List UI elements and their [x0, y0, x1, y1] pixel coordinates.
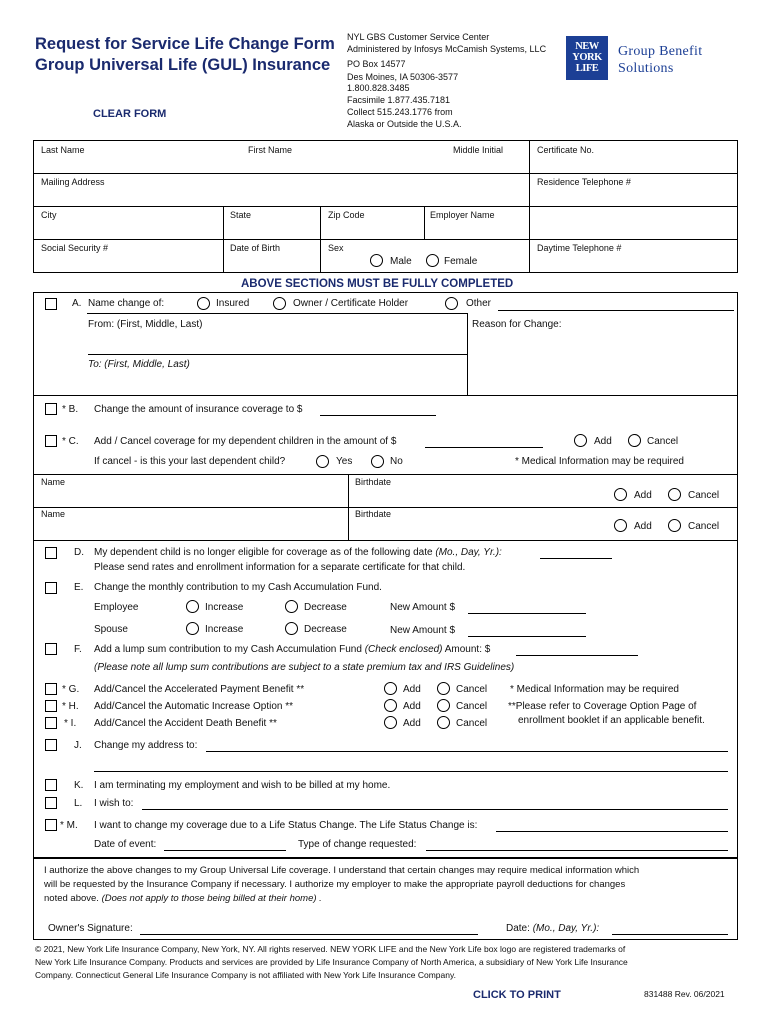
female-radio[interactable] — [426, 254, 439, 267]
section-f-label: F. — [74, 644, 82, 655]
yes-label: Yes — [336, 456, 353, 467]
from-label: From: (First, Middle, Last) — [88, 319, 203, 330]
signature-date-label: Date: (Mo., Day, Yr.): — [506, 923, 600, 934]
auth-line-1: I authorize the above changes to my Group Universal Life coverage. I understand that certain changes may require medical information which — [44, 865, 640, 876]
change-sections-box — [33, 292, 738, 858]
child1-cancel-radio[interactable] — [668, 488, 681, 501]
section-d-text2: Please send rates and enrollment information for a separate certificate for that child. — [94, 562, 466, 573]
address-line: Collect 515.243.1776 from — [347, 107, 453, 117]
coverage-amount-input[interactable] — [320, 415, 436, 416]
logo-word: NEW — [575, 41, 599, 52]
address-line: Facsimile 1.877.435.7181 — [347, 95, 451, 105]
auth-line-2: will be requested by the Insurance Company if necessary. I authorize my employer to make the appropriate payroll deductions for changes — [44, 879, 626, 890]
owner-signature-input[interactable] — [140, 934, 478, 935]
form-title-line1: Request for Service Life Change Form — [35, 35, 335, 53]
employee-label: Employee — [94, 602, 139, 613]
new-address-input-1[interactable] — [206, 751, 728, 752]
spouse-increase-label: Increase — [205, 624, 244, 635]
child1-add-label: Add — [634, 490, 652, 501]
section-f-checkbox[interactable] — [45, 643, 57, 655]
date-of-event-label: Date of event: — [94, 839, 157, 850]
ghi-note-1: * Medical Information may be required — [510, 684, 679, 695]
employee-increase-label: Increase — [205, 602, 244, 613]
spouse-increase-radio[interactable] — [186, 622, 199, 635]
male-radio[interactable] — [370, 254, 383, 267]
footer-line-3: Company. Connecticut General Life Insurance Company is not affiliated with New York Life Insurance Company. — [35, 970, 456, 980]
no-radio[interactable] — [371, 455, 384, 468]
section-f-text: Add a lump sum contribution to my Cash Accumulation Fund (Check enclosed) Amount: $ — [94, 644, 491, 655]
logo-word: YORK — [572, 52, 602, 63]
section-l-label: L. — [74, 798, 83, 809]
new-york-life-logo — [566, 36, 608, 80]
other-radio[interactable] — [445, 297, 458, 310]
section-h-text: Add/Cancel the Automatic Increase Option ** — [94, 701, 294, 712]
residence-phone-field[interactable]: Residence Telephone # — [537, 177, 631, 187]
footer-line-1: © 2021, New York Life Insurance Company, New York, NY. All rights reserved. NEW YORK LIFE and the New York Life box logo are registered trademarks of — [35, 944, 626, 954]
child1-birthdate-field[interactable]: Birthdate — [355, 477, 392, 487]
section-i-text: Add/Cancel the Accident Death Benefit ** — [94, 718, 277, 729]
spouse-label: Spouse — [94, 624, 128, 635]
section-e-checkbox[interactable] — [45, 582, 57, 594]
section-h-checkbox[interactable] — [45, 700, 57, 712]
employee-decrease-radio[interactable] — [285, 600, 298, 613]
address-line: PO Box 14577 — [347, 59, 406, 69]
address-line: Administered by Infosys McCamish Systems, LLC — [347, 44, 547, 54]
insured-label: Insured — [216, 298, 250, 309]
insured-radio[interactable] — [197, 297, 210, 310]
section-g-label: * G. — [62, 684, 80, 695]
c-cancel-radio[interactable] — [628, 434, 641, 447]
section-d-label: D. — [74, 547, 84, 558]
clear-form-button[interactable]: CLEAR FORM — [93, 108, 167, 120]
section-e-text: Change the monthly contribution to my Cash Accumulation Fund. — [94, 582, 382, 593]
auth-line-3: noted above. (Does not apply to those being billed at their home) . — [44, 893, 322, 904]
from-input[interactable] — [88, 354, 467, 355]
section-e-label: E. — [74, 582, 84, 593]
address-line: NYL GBS Customer Service Center — [347, 32, 490, 42]
type-of-change-label: Type of change requested: — [298, 839, 417, 850]
child1-cancel-label: Cancel — [688, 490, 720, 501]
section-f-note: (Please note all lump sum contributions are subject to a state premium tax and IRS Guidelines) — [94, 662, 515, 673]
address-line: Alaska or Outside the U.S.A. — [347, 119, 462, 129]
ghi-note-2: **Please refer to Coverage Option Page of — [508, 701, 697, 712]
section-m-text: I want to change my coverage due to a Life Status Change. The Life Status Change is: — [94, 820, 478, 831]
c-add-label: Add — [594, 436, 612, 447]
section-a-text: Name change of: — [88, 298, 165, 309]
medical-note: * Medical Information may be required — [515, 456, 684, 467]
h-cancel-radio[interactable] — [437, 699, 450, 712]
section-g-text: Add/Cancel the Accelerated Payment Benefit ** — [94, 684, 305, 695]
section-k-label: K. — [74, 780, 84, 791]
h-add-radio[interactable] — [384, 699, 397, 712]
form-title-line2: Group Universal Life (GUL) Insurance — [35, 56, 331, 74]
section-c-checkbox[interactable] — [45, 435, 57, 447]
life-status-change-input[interactable] — [496, 831, 728, 832]
sex-label: Sex — [328, 243, 344, 253]
section-a-checkbox[interactable] — [45, 298, 57, 310]
first-name-field[interactable]: First Name — [248, 145, 293, 155]
section-b-text: Change the amount of insurance coverage to $ — [94, 404, 303, 415]
form-number: 831488 Rev. 06/2021 — [644, 989, 725, 999]
footer-line-2: New York Life Insurance Company. Products and services are provided by Life Insurance Company of North America, a subsidiary of New York Life Insurance — [35, 957, 628, 967]
mailing-address-field[interactable]: Mailing Address — [41, 177, 105, 187]
section-b-checkbox[interactable] — [45, 403, 57, 415]
employee-increase-radio[interactable] — [186, 600, 199, 613]
child2-cancel-label: Cancel — [688, 521, 720, 532]
section-c-label: * C. — [62, 436, 79, 447]
middle-initial-field[interactable]: Middle Initial — [453, 145, 504, 155]
gbs-title-line1: Group Benefit — [618, 44, 703, 59]
lump-sum-amount-input[interactable] — [516, 655, 638, 656]
i-add-label: Add — [403, 718, 421, 729]
other-input[interactable] — [498, 310, 734, 311]
h-cancel-label: Cancel — [456, 701, 488, 712]
other-label: Other — [466, 298, 492, 309]
zip-field[interactable]: Zip Code — [328, 210, 365, 220]
male-label: Male — [390, 256, 412, 267]
section-g-checkbox[interactable] — [45, 683, 57, 695]
child2-add-radio[interactable] — [614, 519, 627, 532]
dependent-amount-input[interactable] — [425, 447, 543, 448]
g-add-label: Add — [403, 684, 421, 695]
i-add-radio[interactable] — [384, 716, 397, 729]
address-line: 1.800.828.3485 — [347, 83, 410, 93]
section-j-label: J. — [74, 740, 82, 751]
employee-new-amount-label: New Amount $ — [390, 602, 456, 613]
last-name-field[interactable]: Last Name — [41, 145, 85, 155]
date-of-event-input[interactable] — [164, 850, 286, 851]
section-i-checkbox[interactable] — [45, 717, 57, 729]
address-line: Des Moines, IA 50306-3577 — [347, 72, 459, 82]
g-cancel-label: Cancel — [456, 684, 488, 695]
section-k-text: I am terminating my employment and wish to be billed at my home. — [94, 780, 391, 791]
section-b-label: * B. — [62, 404, 79, 415]
spouse-new-amount-label: New Amount $ — [390, 625, 456, 636]
ineligible-date-input[interactable] — [540, 558, 612, 559]
section-d-text: My dependent child is no longer eligible for coverage as of the following date (Mo., Day, Yr.): — [94, 547, 502, 558]
child2-cancel-radio[interactable] — [668, 519, 681, 532]
wish-input[interactable] — [142, 809, 728, 810]
section-h-label: * H. — [62, 701, 79, 712]
ssn-field[interactable]: Social Security # — [41, 243, 109, 253]
certificate-no-field[interactable]: Certificate No. — [537, 145, 595, 155]
section-l-checkbox[interactable] — [45, 797, 57, 809]
child1-name-field[interactable]: Name — [41, 477, 66, 487]
section-c-text: Add / Cancel coverage for my dependent children in the amount of $ — [94, 436, 397, 447]
section-k-checkbox[interactable] — [45, 779, 57, 791]
spouse-new-amount-input[interactable] — [468, 636, 586, 637]
owner-label: Owner / Certificate Holder — [293, 298, 409, 309]
section-j-text: Change my address to: — [94, 740, 198, 751]
section-l-text: I wish to: — [94, 798, 134, 809]
sections-banner: ABOVE SECTIONS MUST BE FULLY COMPLETED — [241, 278, 514, 290]
section-m-checkbox[interactable] — [45, 819, 57, 831]
logo-word: LIFE — [575, 63, 599, 74]
i-cancel-radio[interactable] — [437, 716, 450, 729]
i-cancel-label: Cancel — [456, 718, 488, 729]
section-d-checkbox[interactable] — [45, 547, 57, 559]
new-address-input-2[interactable] — [94, 771, 728, 772]
daytime-phone-field[interactable]: Daytime Telephone # — [537, 243, 622, 253]
child1-add-radio[interactable] — [614, 488, 627, 501]
h-add-label: Add — [403, 701, 421, 712]
click-to-print-button[interactable]: CLICK TO PRINT — [473, 989, 561, 1001]
reason-label: Reason for Change: — [472, 319, 562, 330]
child2-name-field[interactable]: Name — [41, 509, 66, 519]
employee-decrease-label: Decrease — [304, 602, 347, 613]
type-of-change-input[interactable] — [426, 850, 728, 851]
owner-signature-label: Owner's Signature: — [48, 923, 133, 934]
state-field[interactable]: State — [230, 210, 252, 220]
section-i-label: * I. — [64, 718, 77, 729]
dob-field[interactable]: Date of Birth — [230, 243, 281, 253]
to-label: To: (First, Middle, Last) — [88, 359, 190, 370]
section-m-label: * M. — [60, 820, 78, 831]
no-label: No — [390, 456, 403, 467]
spouse-decrease-radio[interactable] — [285, 622, 298, 635]
yes-radio[interactable] — [316, 455, 329, 468]
employee-new-amount-input[interactable] — [468, 613, 586, 614]
g-cancel-radio[interactable] — [437, 682, 450, 695]
employer-field[interactable]: Employer Name — [430, 210, 495, 220]
signature-date-input[interactable] — [612, 934, 728, 935]
female-label: Female — [444, 256, 478, 267]
c-cancel-label: Cancel — [647, 436, 679, 447]
c-add-radio[interactable] — [574, 434, 587, 447]
section-a-label: A. — [72, 298, 82, 309]
child2-add-label: Add — [634, 521, 652, 532]
g-add-radio[interactable] — [384, 682, 397, 695]
last-child-question: If cancel - is this your last dependent child? — [94, 456, 286, 467]
ghi-note-3: enrollment booklet if an applicable benefit. — [518, 715, 705, 726]
city-field[interactable]: City — [41, 210, 57, 220]
child2-birthdate-field[interactable]: Birthdate — [355, 509, 392, 519]
gbs-title-line2: Solutions — [618, 61, 674, 76]
section-j-checkbox[interactable] — [45, 739, 57, 751]
spouse-decrease-label: Decrease — [304, 624, 347, 635]
owner-radio[interactable] — [273, 297, 286, 310]
